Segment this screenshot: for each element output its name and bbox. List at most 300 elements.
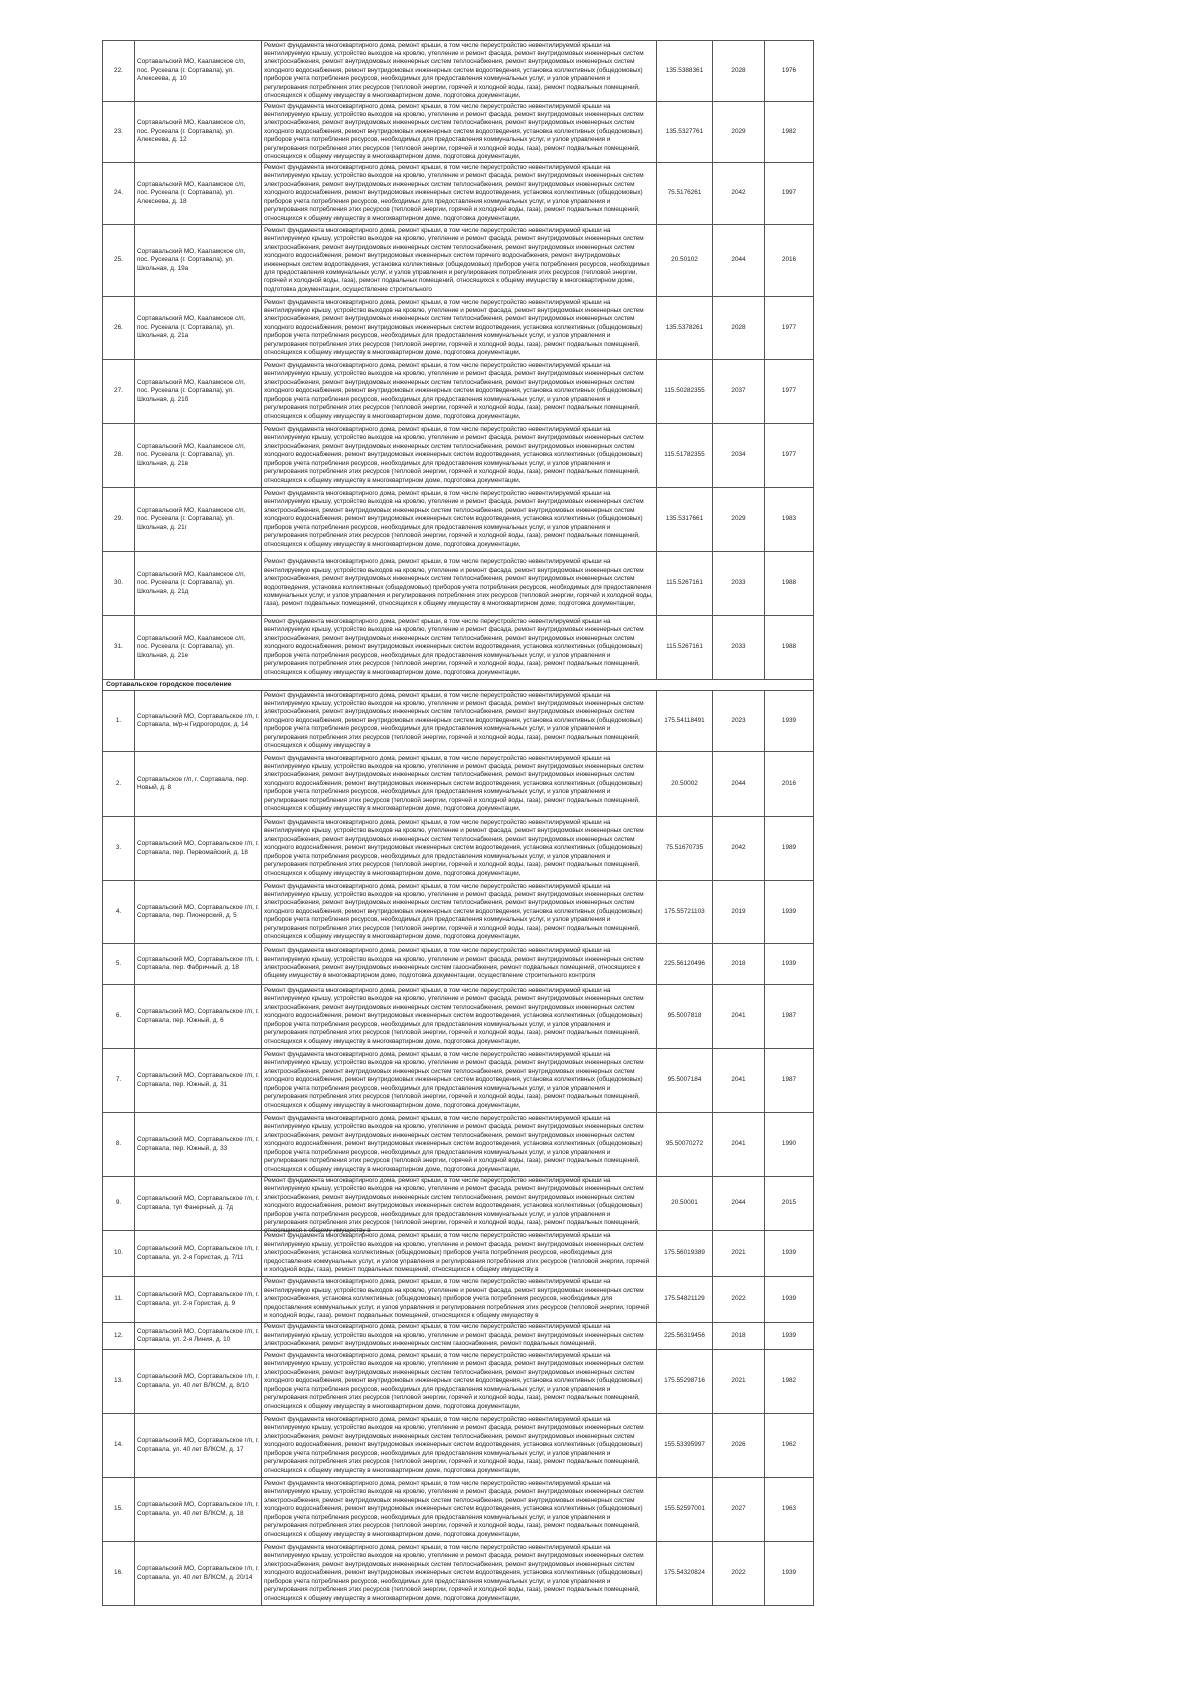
works-cell-text: Ремонт фундамента многоквартирного дома, ремонт крыши, в том числе переустройство невентилируемой крыши на вентилируемую крышу, устройство выходов на кровлю, утепление и ремонт фасада, ремонт внутридомовых инженерных систем электроснабжения, ремонт внутридомовых инженерных систем теплоснабжения, ремонт внутридомовых инженерных систем холодного водоснабжения, ремонт внутридомовых инженерных систем водоотведения, установка коллективных (общедомовых) приборов учета потребления ресурсов, необходимых для предоставления коммунальных услуг, и узлов управления и регулирования потребления этих ресурсов (тепловой энергии, горячей и холодной воды, газа), ремонт подвальных помещений, относящихся к общему имуществу в многоквартирном доме, подготовка документации, bbox=[264, 41, 644, 100]
works-cell bbox=[262, 41, 657, 102]
table-row bbox=[103, 1049, 814, 1113]
construction-year-cell bbox=[765, 488, 814, 552]
row-number bbox=[103, 817, 135, 881]
planned-year-cell-text: 2042 bbox=[731, 844, 746, 852]
address-cell-text: Сортавальский МО, Сортавальское г/п, г. Сортавала, пер. Южный, д. 6 bbox=[137, 1008, 259, 1024]
cost-cell-text: 175.54118491 bbox=[664, 716, 705, 724]
row-number-text: 22. bbox=[114, 66, 123, 74]
works-cell-text: Ремонт фундамента многоквартирного дома, ремонт крыши, в том числе переустройство невентилируемой крыши на вентилируемую крышу, устройство выходов на кровлю, утепление и ремонт фасада, ремонт внутридомовых инженерных систем электроснабжения, ремонт внутридомовых инженерных систем теплоснабжения, ремонт внутридомовых инженерных систем холодного водоснабжения, ремонт внутридомовых инженерных систем водоотведения, установка коллективных (общедомовых) приборов учета потребления ресурсов, необходимых для предоставления коммунальных услуг, и узлов управления и регулирования потребления этих ресурсов (тепловой энергии, горячей и холодной воды, газа), ремонт подвальных помещений, относящихся к общему имуществу в многоквартирном доме, подготовка документации, bbox=[264, 1115, 644, 1173]
address-cell bbox=[135, 1478, 262, 1542]
row-number-text: 9. bbox=[115, 1199, 122, 1207]
construction-year-cell bbox=[765, 1350, 814, 1414]
works-cell-text: Ремонт фундамента многоквартирного дома, ремонт крыши, в том числе переустройство невентилируемой крыши на вентилируемую крышу, устройство выходов на кровлю, утепление и ремонт фасада, ремонт внутридомовых инженерных систем электроснабжения, ремонт внутридомовых инженерных систем теплоснабжения, ремонт внутридомовых инженерных систем холодного водоснабжения, ремонт внутридомовых инженерных систем водоотведения, установка коллективных (общедомовых) приборов учета потребления ресурсов, необходимых для предоставления коммунальных услуг, и узлов управления и регулирования потребления этих ресурсов (тепловой энергии, горячей и холодной воды, газа), ремонт подвальных помещений, относящихся к общему имуществу в многоквартирном доме, подготовка документации, bbox=[264, 362, 644, 420]
table-row bbox=[103, 1350, 814, 1414]
address-cell-text: Сортавальский МО, Сортавальское г/п, г. Сортавала, туп Фанерный, д. 7д bbox=[137, 1195, 259, 1211]
planned-year-cell-text: 2034 bbox=[731, 451, 746, 459]
planned-year-cell-text: 2021 bbox=[731, 1377, 746, 1385]
planned-year-cell-text: 2019 bbox=[731, 907, 746, 915]
row-number-text: 10. bbox=[114, 1249, 123, 1257]
address-cell-text: Сортавальский МО, Кааламское с/п, пос. Рускеала (г. Сортавала), ул. Школьная, д. 21а bbox=[137, 315, 246, 340]
table-row bbox=[103, 360, 814, 424]
planned-year-cell bbox=[713, 1277, 765, 1323]
address-cell-text: Сортавальский МО, Сортавальское г/п, г. Сортавала, пер. Пионерский, д. 5 bbox=[137, 903, 259, 919]
row-number bbox=[103, 297, 135, 360]
construction-year-cell-text: 2016 bbox=[781, 256, 797, 264]
cost-cell bbox=[657, 552, 713, 616]
row-number bbox=[103, 1323, 135, 1350]
row-number-text: 27. bbox=[114, 387, 123, 395]
address-cell bbox=[135, 1350, 262, 1414]
construction-year-cell bbox=[765, 817, 814, 881]
table-row bbox=[103, 225, 814, 297]
planned-year-cell bbox=[713, 1177, 765, 1231]
row-number bbox=[103, 616, 135, 680]
row-number bbox=[103, 1231, 135, 1277]
cost-cell-text: 135.5317661 bbox=[665, 515, 704, 523]
row-number bbox=[103, 1049, 135, 1113]
cost-cell-text: 95.5007184 bbox=[667, 1076, 702, 1084]
row-number-text: 30. bbox=[114, 579, 123, 587]
table-row bbox=[103, 1277, 814, 1323]
construction-year-cell bbox=[765, 1323, 814, 1350]
planned-year-cell bbox=[713, 360, 765, 424]
row-number-text: 6. bbox=[115, 1012, 122, 1020]
row-number bbox=[103, 1277, 135, 1323]
cost-cell bbox=[657, 817, 713, 881]
row-number-text: 8. bbox=[115, 1140, 122, 1148]
capital-repair-table bbox=[102, 40, 814, 1606]
address-cell-text: Сортавальский МО, Кааламское с/п, пос. Рускеала (г. Сортавала), ул. Школьная, д. 19а bbox=[137, 247, 246, 272]
cost-cell bbox=[657, 881, 713, 944]
cost-cell bbox=[657, 41, 713, 102]
works-cell-text: Ремонт фундамента многоквартирного дома, ремонт крыши, в том числе переустройство невентилируемой крыши на вентилируемую крышу, устройство выходов на кровлю, утепление и ремонт фасада, ремонт внутридомовых инженерных систем электроснабжения, ремонт внутридомовых инженерных систем теплоснабжения, ремонт внутридомовых инженерных систем холодного водоснабжения, ремонт внутридомовых инженерных систем водоотведения, установка коллективных (общедомовых) приборов учета потребления ресурсов, необходимых для предоставления коммунальных услуг, и узлов управления и регулирования потребления этих ресурсов (тепловой энергии, горячей и холодной воды, газа), ремонт подвальных помещений, относящихся к общему имуществу в многоквартирном доме, подготовка документации, bbox=[264, 490, 644, 548]
works-cell bbox=[262, 360, 657, 424]
address-cell bbox=[135, 752, 262, 817]
cost-cell-text: 135.5327761 bbox=[665, 127, 704, 135]
construction-year-cell-text: 2016 bbox=[781, 779, 797, 787]
works-cell-text: Ремонт фундамента многоквартирного дома, ремонт крыши, в том числе переустройство невентилируемой крыши на вентилируемую крышу, устройство выходов на кровлю, утепление и ремонт фасада, ремонт внутридомовых инженерных систем электроснабжения, ремонт внутридомовых инженерных систем теплоснабжения, ремонт внутридомовых инженерных систем холодного водоснабжения, ремонт внутридомовых инженерных систем водоотведения, установка коллективных (общедомовых) приборов учета потребления ресурсов, необходимых для предоставления коммунальных услуг, и узлов управления и регулирования потребления этих ресурсов (тепловой энергии, горячей и холодной воды, газа), ремонт подвальных помещений, относящихся к общему имуществу в многоквартирном доме, подготовка документации, bbox=[264, 298, 644, 357]
address-cell-text: Сортавальский МО, Сортавальское г/п, г. Сортавала, ул. 40 лет ВЛКСМ, д. 8/10 bbox=[137, 1373, 259, 1389]
cost-cell bbox=[657, 1049, 713, 1113]
table-row bbox=[103, 102, 814, 163]
row-number bbox=[103, 360, 135, 424]
works-cell bbox=[262, 225, 657, 297]
works-cell bbox=[262, 944, 657, 985]
cost-cell-text: 95.50070272 bbox=[665, 1140, 704, 1148]
planned-year-cell bbox=[713, 1542, 765, 1606]
row-number bbox=[103, 752, 135, 817]
construction-year-cell-text: 1983 bbox=[781, 515, 797, 523]
address-cell bbox=[135, 424, 262, 488]
row-number bbox=[103, 102, 135, 163]
planned-year-cell-text: 2041 bbox=[731, 1140, 746, 1148]
address-cell bbox=[135, 1113, 262, 1177]
works-cell bbox=[262, 616, 657, 680]
construction-year-cell-text: 1987 bbox=[781, 1012, 797, 1020]
construction-year-cell-text: 1976 bbox=[781, 66, 797, 74]
address-cell bbox=[135, 1177, 262, 1231]
address-cell-text: Сортавальский МО, Сортавальское г/п, г. Сортавала, ул. 2-я Гористая, д. 9 bbox=[137, 1291, 259, 1307]
planned-year-cell-text: 2029 bbox=[731, 515, 746, 523]
address-cell bbox=[135, 1414, 262, 1478]
address-cell bbox=[135, 163, 262, 225]
cost-cell bbox=[657, 616, 713, 680]
works-cell-text: Ремонт фундамента многоквартирного дома, ремонт крыши, в том числе переустройство невентилируемой крыши на вентилируемую крышу, устройство выходов на кровлю, утепление и ремонт фасада, ремонт внутридомовых инженерных систем электроснабжения, ремонт внутридомовых инженерных систем теплоснабжения, ремонт внутридомовых инженерных систем холодного водоснабжения, ремонт внутридомовых инженерных систем водоотведения, установка коллективных (общедомовых) приборов учета потребления ресурсов, необходимых для предоставления коммунальных услуг, и узлов управления и регулирования потребления этих ресурсов (тепловой энергии, горячей и холодной воды, газа), ремонт подвальных помещений, относящихся к общему имуществу в многоквартирном доме, подготовка документации, bbox=[264, 1352, 644, 1410]
works-cell-text: Ремонт фундамента многоквартирного дома, ремонт крыши, в том числе переустройство невентилируемой крыши на вентилируемую крышу, устройство выходов на кровлю, утепление и ремонт фасада, ремонт внутридомовых инженерных систем электроснабжения, ремонт внутридомовых инженерных систем теплоснабжения, ремонт внутридомовых инженерных систем холодного водоснабжения, ремонт внутридомовых инженерных систем водоотведения, установка коллективных (общедомовых) приборов учета потребления ресурсов, необходимых для предоставления коммунальных услуг, и узлов управления и регулирования потребления этих ресурсов (тепловой энергии, горячей и холодной воды, газа), ремонт подвальных помещений, относящихся к общему имуществу в многоквартирном доме, подготовка документации, bbox=[264, 1480, 644, 1538]
cost-cell-text: 115.5267161 bbox=[666, 643, 703, 651]
row-number-text: 16. bbox=[114, 1569, 123, 1577]
row-number bbox=[103, 1177, 135, 1231]
planned-year-cell-text: 2021 bbox=[731, 1249, 746, 1257]
row-number bbox=[103, 944, 135, 985]
table-row bbox=[103, 1177, 814, 1231]
construction-year-cell bbox=[765, 102, 814, 163]
planned-year-cell bbox=[713, 616, 765, 680]
works-cell-text: Ремонт фундамента многоквартирного дома, ремонт крыши, в том числе переустройство невентилируемой крыши на вентилируемую крышу, устройство выходов на кровлю, утепление и ремонт фасада, ремонт внутридомовых инженерных систем электроснабжения, ремонт внутридомовых инженерных систем теплоснабжения, ремонт внутридомовых инженерных систем холодного водоснабжения, ремонт внутридомовых инженерных систем горячего водоснабжения, ремонт внутридомовых инженерных систем водоотведения, установка коллективных (общедомовых) приборов учета потребления ресурсов, необходимых для предоставления коммунальных услуг, и узлов управления и регулирования потребления этих ресурсов (тепловой энергии, горячей и холодной воды, газа), ремонт подвальных помещений, относящихся к общему имуществу в многоквартирном доме, подготовка документации, осуществление строительного bbox=[264, 226, 650, 293]
construction-year-cell bbox=[765, 691, 814, 752]
construction-year-cell-text: 1939 bbox=[781, 1249, 797, 1257]
table-row bbox=[103, 1231, 814, 1277]
works-cell-text: Ремонт фундамента многоквартирного дома, ремонт крыши, в том числе переустройство невентилируемой крыши на вентилируемую крышу, устройство выходов на кровлю, утепление и ремонт фасада, ремонт внутридомовых инженерных систем электроснабжения, ремонт внутридомовых инженерных систем теплоснабжения, ремонт внутридомовых инженерных систем холодного водоснабжения, ремонт внутридомовых инженерных систем водоотведения, установка коллективных (общедомовых) приборов учета потребления ресурсов, необходимых для предоставления коммунальных услуг, и узлов управления и регулирования потребления этих ресурсов (тепловой энергии, горячей и холодной воды, газа), ремонт подвальных помещений, относящихся к общему имуществу в bbox=[264, 691, 644, 750]
address-cell bbox=[135, 225, 262, 297]
row-number-text: 14. bbox=[114, 1441, 123, 1449]
cost-cell bbox=[657, 225, 713, 297]
planned-year-cell bbox=[713, 102, 765, 163]
address-cell bbox=[135, 817, 262, 881]
works-cell bbox=[262, 691, 657, 752]
table-row bbox=[103, 1414, 814, 1478]
works-cell bbox=[262, 163, 657, 225]
works-cell-text: Ремонт фундамента многоквартирного дома, ремонт крыши, в том числе переустройство невентилируемой крыши на вентилируемую крышу, устройство выходов на кровлю, утепление и ремонт фасада, ремонт внутридомовых инженерных систем электроснабжения, ремонт внутридомовых инженерных систем теплоснабжения, ремонт внутридомовых инженерных систем холодного водоснабжения, ремонт внутридомовых инженерных систем водоотведения, установка коллективных (общедомовых) приборов учета потребления ресурсов, необходимых для предоставления коммунальных услуг, и узлов управления и регулирования потребления этих ресурсов (тепловой энергии, горячей и холодной воды, газа), ремонт подвальных помещений, относящихся к общему имуществу в многоквартирном доме, подготовка документации, bbox=[264, 164, 644, 222]
table-row bbox=[103, 488, 814, 552]
row-number-text: 7. bbox=[115, 1076, 122, 1084]
address-cell-text: Сортавальский МО, Кааламское с/п, пос. Рускеала (г. Сортавала), ул. Школьная, д. 21в bbox=[137, 442, 246, 467]
construction-year-cell bbox=[765, 1414, 814, 1478]
works-cell-text: Ремонт фундамента многоквартирного дома, ремонт крыши, в том числе переустройство невентилируемой крыши на вентилируемую крышу, устройство выходов на кровлю, утепление и ремонт фасада, ремонт внутридомовых инженерных систем электроснабжения, ремонт внутридомовых инженерных систем теплоснабжения, ремонт внутридомовых инженерных систем холодного водоснабжения, ремонт внутридомовых инженерных систем водоотведения, установка коллективных (общедомовых) приборов учета потребления ресурсов, необходимых для предоставления коммунальных услуг, и узлов управления и регулирования потребления этих ресурсов (тепловой энергии, горячей и холодной воды, газа), ремонт подвальных помещений, относящихся к общему имуществу в многоквартирном доме, подготовка документации, bbox=[264, 426, 644, 484]
address-cell bbox=[135, 297, 262, 360]
cost-cell bbox=[657, 1414, 713, 1478]
cost-cell-text: 225.56120496 bbox=[664, 959, 705, 967]
construction-year-cell-text: 1989 bbox=[781, 844, 797, 852]
row-number-text: 29. bbox=[114, 515, 123, 523]
cost-cell bbox=[657, 752, 713, 817]
cost-cell bbox=[657, 944, 713, 985]
cost-cell bbox=[657, 424, 713, 488]
works-cell-text: Ремонт фундамента многоквартирного дома, ремонт крыши, в том числе переустройство невентилируемой крыши на вентилируемую крышу, устройство выходов на кровлю, утепление и ремонт фасада, ремонт внутридомовых инженерных систем электроснабжения, ремонт внутридомовых инженерных систем теплоснабжения, ремонт внутридомовых инженерных систем холодного водоснабжения, ремонт внутридомовых инженерных систем водоотведения, установка коллективных (общедомовых) приборов учета потребления ресурсов, необходимых для предоставления коммунальных услуг, и узлов управления и регулирования потребления этих ресурсов (тепловой энергии, горячей и холодной воды, газа), ремонт подвальных помещений, относящихся к общему имуществу в многоквартирном доме, подготовка документации, bbox=[264, 1051, 644, 1109]
cost-cell bbox=[657, 1177, 713, 1231]
row-number bbox=[103, 1414, 135, 1478]
address-cell bbox=[135, 488, 262, 552]
planned-year-cell bbox=[713, 163, 765, 225]
construction-year-cell-text: 1982 bbox=[781, 1377, 797, 1385]
cost-cell-text: 175.54320824 bbox=[664, 1569, 705, 1577]
row-number-text: 26. bbox=[114, 323, 123, 331]
construction-year-cell-text: 1939 bbox=[781, 1569, 797, 1577]
planned-year-cell bbox=[713, 881, 765, 944]
address-cell bbox=[135, 1049, 262, 1113]
row-number bbox=[103, 1542, 135, 1606]
address-cell-text: Сортавальский МО, Кааламское с/п, пос. Рускеала (г. Сортавала), ул. Школьная, д. 21б bbox=[137, 378, 246, 403]
works-cell bbox=[262, 1113, 657, 1177]
works-cell bbox=[262, 1231, 657, 1277]
address-cell-text: Сортавальский МО, Кааламское с/п, пос. Рускеала (г. Сортавала), ул. Алексеева, д. 10 bbox=[137, 58, 246, 83]
planned-year-cell-text: 2044 bbox=[731, 1199, 746, 1207]
works-cell bbox=[262, 1350, 657, 1414]
works-cell-text: Ремонт фундамента многоквартирного дома, ремонт крыши, в том числе переустройство невентилируемой крыши на вентилируемую крышу, устройство выходов на кровлю, утепление и ремонт фасада, ремонт внутридомовых инженерных систем электроснабжения, ремонт внутридомовых инженерных систем газоснабжения, ремонт подвальных помещений, bbox=[264, 1323, 644, 1348]
works-cell bbox=[262, 1414, 657, 1478]
planned-year-cell bbox=[713, 424, 765, 488]
cost-cell-text: 155.52597001 bbox=[664, 1505, 705, 1513]
cost-cell-text: 20.50002 bbox=[671, 779, 698, 787]
table-row bbox=[103, 752, 814, 817]
cost-cell-text: 20.50102 bbox=[671, 256, 698, 264]
construction-year-cell bbox=[765, 881, 814, 944]
row-number bbox=[103, 1350, 135, 1414]
construction-year-cell bbox=[765, 424, 814, 488]
planned-year-cell-text: 2029 bbox=[731, 127, 746, 135]
planned-year-cell-text: 2027 bbox=[731, 1505, 746, 1513]
row-number bbox=[103, 1478, 135, 1542]
cost-cell-text: 135.5378261 bbox=[665, 323, 704, 331]
table-row bbox=[103, 616, 814, 680]
construction-year-cell-text: 1990 bbox=[781, 1140, 797, 1148]
works-cell-text: Ремонт фундамента многоквартирного дома, ремонт крыши, в том числе переустройство невентилируемой крыши на вентилируемую крышу, устройство выходов на кровлю, утепление и ремонт фасада, ремонт внутридомовых инженерных систем электроснабжения, установка коллективных (общедомовых) приборов учета потребления ресурсов, необходимых для предоставления коммунальных услуг, и узлов управления и регулирования потребления этих ресурсов (тепловой энергии, горячей и холодной воды, газа), ремонт подвальных помещений, относящихся к общему имуществу в bbox=[264, 1278, 650, 1320]
planned-year-cell-text: 2037 bbox=[731, 387, 746, 395]
construction-year-cell-text: 1977 bbox=[781, 451, 797, 459]
address-cell-text: Сортавальский МО, Сортавальское г/п, г. Сортавала, ул. 40 лет ВЛКСМ, д. 17 bbox=[137, 1437, 259, 1453]
planned-year-cell bbox=[713, 225, 765, 297]
address-cell-text: Сортавальский МО, Сортавальское г/п, г. Сортавала, м/р-н Гидрогородок, д. 14 bbox=[137, 712, 259, 728]
works-cell bbox=[262, 1177, 657, 1235]
row-number bbox=[103, 41, 135, 102]
cost-cell bbox=[657, 1478, 713, 1542]
construction-year-cell bbox=[765, 1113, 814, 1177]
cost-cell bbox=[657, 691, 713, 752]
address-cell-text: Сортавальский МО, Кааламское с/п, пос. Рускеала (г. Сортавала), ул. Школьная, д. 21д bbox=[137, 570, 246, 595]
construction-year-cell bbox=[765, 552, 814, 616]
address-cell-text: Сортавальский МО, Кааламское с/п, пос. Рускеала (г. Сортавала), ул. Алексеева, д. 12 bbox=[137, 119, 246, 144]
cost-cell bbox=[657, 1350, 713, 1414]
planned-year-cell bbox=[713, 817, 765, 881]
works-cell bbox=[262, 297, 657, 360]
table-row bbox=[103, 691, 814, 752]
construction-year-cell bbox=[765, 1049, 814, 1113]
planned-year-cell-text: 2028 bbox=[731, 66, 746, 74]
table-row bbox=[103, 1478, 814, 1542]
row-number-text: 4. bbox=[115, 907, 122, 915]
planned-year-cell-text: 2022 bbox=[731, 1569, 746, 1577]
works-cell bbox=[262, 1049, 657, 1113]
planned-year-cell-text: 2018 bbox=[731, 959, 746, 967]
construction-year-cell bbox=[765, 1478, 814, 1542]
works-cell bbox=[262, 488, 657, 552]
planned-year-cell bbox=[713, 552, 765, 616]
works-cell bbox=[262, 1478, 657, 1542]
address-cell bbox=[135, 985, 262, 1049]
planned-year-cell-text: 2023 bbox=[731, 716, 746, 724]
works-cell bbox=[262, 752, 657, 817]
planned-year-cell bbox=[713, 752, 765, 817]
works-cell-text: Ремонт фундамента многоквартирного дома, ремонт крыши, в том числе переустройство невентилируемой крыши на вентилируемую крышу, устройство выходов на кровлю, утепление и ремонт фасада, ремонт внутридомовых инженерных систем электроснабжения, установка коллективных (общедомовых) приборов учета потребления ресурсов, необходимых для предоставления коммунальных услуг, и узлов управления и регулирования потребления этих ресурсов (тепловой энергии, горячей и холодной воды, газа), ремонт подвальных помещений, относящихся к общему имуществу в bbox=[264, 1232, 650, 1274]
row-number bbox=[103, 881, 135, 944]
works-cell-text: Ремонт фундамента многоквартирного дома, ремонт крыши, в том числе переустройство невентилируемой крыши на вентилируемую крышу, устройство выходов на кровлю, утепление и ремонт фасада, ремонт внутридомовых инженерных систем электроснабжения, ремонт внутридомовых инженерных систем теплоснабжения, ремонт внутридомовых инженерных систем холодного водоснабжения, ремонт внутридомовых инженерных систем водоотведения, установка коллективных (общедомовых) приборов учета потребления ресурсов, необходимых для предоставления коммунальных услуг, и узлов управления и регулирования потребления этих ресурсов (тепловой энергии, горячей и холодной воды, газа), ремонт подвальных помещений, относящихся к общему имуществу в многоквартирном доме, подготовка документации, bbox=[264, 754, 644, 813]
address-cell-text: Сортавальский МО, Сортавальское г/п, г. Сортавала, пер. Первомайский, д. 18 bbox=[137, 840, 259, 856]
cost-cell bbox=[657, 1542, 713, 1606]
cost-cell bbox=[657, 297, 713, 360]
address-cell-text: Сортавальский МО, Сортавальское г/п, г. Сортавала, ул. 2-я Гористая, д. 7/11 bbox=[137, 1245, 259, 1261]
planned-year-cell bbox=[713, 944, 765, 985]
row-number-text: 3. bbox=[115, 844, 122, 852]
cost-cell bbox=[657, 163, 713, 225]
cost-cell-text: 115.50282355 bbox=[664, 387, 705, 395]
construction-year-cell-text: 1962 bbox=[781, 1441, 797, 1449]
works-cell-text: Ремонт фундамента многоквартирного дома, ремонт крыши, в том числе переустройство невентилируемой крыши на вентилируемую крышу, устройство выходов на кровлю, утепление и ремонт фасада, ремонт внутридомовых инженерных систем электроснабжения, ремонт внутридомовых инженерных систем теплоснабжения, ремонт внутридомовых инженерных систем водоотведения, установка коллективных (общедомовых) приборов учета потребления ресурсов, необходимых для предоставления коммунальных услуг, и узлов управления и регулирования потребления этих ресурсов (тепловой энергии, горячей и холодной воды, газа), ремонт подвальных помещений, относящихся к общему имуществу в многоквартирном доме, подготовка документации, bbox=[264, 558, 653, 608]
address-cell bbox=[135, 1231, 262, 1277]
table-row bbox=[103, 881, 814, 944]
row-number-text: 24. bbox=[114, 189, 123, 197]
section-row bbox=[103, 680, 814, 691]
cost-cell bbox=[657, 1113, 713, 1177]
planned-year-cell bbox=[713, 1113, 765, 1177]
works-cell bbox=[262, 1323, 657, 1350]
construction-year-cell-text: 1939 bbox=[781, 907, 797, 915]
address-cell bbox=[135, 881, 262, 944]
planned-year-cell bbox=[713, 1323, 765, 1350]
works-cell-text: Ремонт фундамента многоквартирного дома, ремонт крыши, в том числе переустройство невентилируемой крыши на вентилируемую крышу, устройство выходов на кровлю, утепление и ремонт фасада, ремонт внутридомовых инженерных систем электроснабжения, ремонт внутридомовых инженерных систем теплоснабжения, ремонт внутридомовых инженерных систем холодного водоснабжения, ремонт внутридомовых инженерных систем водоотведения, установка коллективных (общедомовых) приборов учета потребления ресурсов, необходимых для предоставления коммунальных услуг, и узлов управления и регулирования потребления этих ресурсов (тепловой энергии, горячей и холодной воды, газа), ремонт подвальных помещений, относящихся к общему имуществу в многоквартирном доме, подготовка документации, bbox=[264, 882, 644, 941]
address-cell-text: Сортавальский МО, Сортавальское г/п, г. Сортавала, ул. 2-я Линия, д. 10 bbox=[137, 1327, 259, 1343]
row-number bbox=[103, 424, 135, 488]
address-cell bbox=[135, 616, 262, 680]
address-cell bbox=[135, 691, 262, 752]
construction-year-cell bbox=[765, 1177, 814, 1231]
works-cell-text: Ремонт фундамента многоквартирного дома, ремонт крыши, в том числе переустройство невентилируемой крыши на вентилируемую крышу, устройство выходов на кровлю, утепление и ремонт фасада, ремонт внутридомовых инженерных систем электроснабжения, ремонт внутридомовых инженерных систем теплоснабжения, ремонт внутридомовых инженерных систем холодного водоснабжения, ремонт внутридомовых инженерных систем водоотведения, установка коллективных (общедомовых) приборов учета потребления ресурсов, необходимых для предоставления коммунальных услуг, и узлов управления и регулирования потребления этих ресурсов (тепловой энергии, горячей и холодной воды, газа), ремонт подвальных помещений, относящихся к общему имуществу в многоквартирном доме, подготовка документации, bbox=[264, 618, 644, 676]
row-number-text: 23. bbox=[114, 127, 123, 135]
construction-year-cell bbox=[765, 1231, 814, 1277]
works-cell-text: Ремонт фундамента многоквартирного дома, ремонт крыши, в том числе переустройство невентилируемой крыши на вентилируемую крышу, устройство выходов на кровлю, утепление и ремонт фасада, ремонт внутридомовых инженерных систем электроснабжения, ремонт внутридомовых инженерных систем теплоснабжения, ремонт внутридомовых инженерных систем холодного водоснабжения, ремонт внутридомовых инженерных систем водоотведения, установка коллективных (общедомовых) приборов учета потребления ресурсов, необходимых для предоставления коммунальных услуг, и узлов управления и регулирования потребления этих ресурсов (тепловой энергии, горячей и холодной воды, газа), ремонт подвальных помещений, относящихся к общему имуществу в многоквартирном доме, подготовка документации, bbox=[264, 102, 644, 161]
row-number-text: 11. bbox=[114, 1295, 123, 1303]
address-cell-text: Сортавальский МО, Сортавальское г/п, г. Сортавала, пер. Южный, д. 31 bbox=[137, 1072, 259, 1088]
table-row bbox=[103, 1323, 814, 1350]
planned-year-cell bbox=[713, 1478, 765, 1542]
address-cell-text: Сортавальский МО, Сортавальское г/п, г. Сортавала, пер. Фабричный, д. 18 bbox=[137, 955, 259, 971]
address-cell-text: Сортавальский МО, Кааламское с/п, пос. Рускеала (г. Сортавала), ул. Школьная, д. 21г bbox=[137, 506, 246, 531]
cost-cell bbox=[657, 1277, 713, 1323]
row-number bbox=[103, 225, 135, 297]
planned-year-cell-text: 2022 bbox=[731, 1295, 746, 1303]
planned-year-cell-text: 2033 bbox=[731, 643, 746, 651]
table-row bbox=[103, 944, 814, 985]
cost-cell bbox=[657, 102, 713, 163]
row-number-text: 2. bbox=[115, 779, 122, 787]
row-number bbox=[103, 985, 135, 1049]
cost-cell-text: 225.56319456 bbox=[664, 1331, 705, 1339]
row-number-text: 28. bbox=[114, 451, 123, 459]
cost-cell-text: 95.5007818 bbox=[667, 1012, 702, 1020]
address-cell bbox=[135, 102, 262, 163]
works-cell bbox=[262, 1542, 657, 1606]
construction-year-cell-text: 1982 bbox=[781, 127, 797, 135]
planned-year-cell-text: 2028 bbox=[731, 323, 746, 331]
planned-year-cell-text: 2026 bbox=[731, 1441, 746, 1449]
planned-year-cell bbox=[713, 1414, 765, 1478]
address-cell-text: Сортавальский МО, Кааламское с/п, пос. Рускеала (г. Сортавала), ул. Школьная, д. 21е bbox=[137, 634, 246, 659]
table-row bbox=[103, 424, 814, 488]
row-number-text: 1. bbox=[115, 716, 122, 724]
construction-year-cell bbox=[765, 297, 814, 360]
table-row bbox=[103, 1542, 814, 1606]
planned-year-cell-text: 2044 bbox=[731, 256, 746, 264]
address-cell bbox=[135, 552, 262, 616]
table-row bbox=[103, 41, 814, 102]
works-cell bbox=[262, 424, 657, 488]
construction-year-cell-text: 1977 bbox=[781, 387, 797, 395]
works-cell bbox=[262, 985, 657, 1049]
construction-year-cell bbox=[765, 1277, 814, 1323]
construction-year-cell bbox=[765, 752, 814, 817]
planned-year-cell bbox=[713, 488, 765, 552]
row-number-text: 13. bbox=[114, 1377, 123, 1385]
section-title: Сортавальское городское поселение bbox=[103, 680, 814, 691]
address-cell bbox=[135, 1542, 262, 1606]
construction-year-cell bbox=[765, 225, 814, 297]
row-number bbox=[103, 552, 135, 616]
cost-cell-text: 135.5388361 bbox=[665, 66, 704, 74]
construction-year-cell bbox=[765, 163, 814, 225]
planned-year-cell-text: 2041 bbox=[731, 1012, 746, 1020]
works-cell bbox=[262, 881, 657, 944]
construction-year-cell-text: 1977 bbox=[781, 323, 797, 331]
construction-year-cell-text: 1939 bbox=[781, 1295, 797, 1303]
planned-year-cell bbox=[713, 297, 765, 360]
planned-year-cell-text: 2044 bbox=[731, 779, 746, 787]
planned-year-cell-text: 2018 bbox=[731, 1331, 746, 1339]
works-cell-text: Ремонт фундамента многоквартирного дома, ремонт крыши, в том числе переустройство невентилируемой крыши на вентилируемую крышу, устройство выходов на кровлю, утепление и ремонт фасада, ремонт внутридомовых инженерных систем электроснабжения, ремонт внутридомовых инженерных систем теплоснабжения, ремонт внутридомовых инженерных систем холодного водоснабжения, ремонт внутридомовых инженерных систем водоотведения, установка коллективных (общедомовых) приборов учета потребления ресурсов, необходимых для предоставления коммунальных услуг, и узлов управления и регулирования потребления этих ресурсов (тепловой энергии, горячей и холодной воды, газа), ремонт подвальных помещений, относящихся к общему имуществу в многоквартирном доме, подготовка документации, bbox=[264, 1544, 644, 1602]
table-row bbox=[103, 297, 814, 360]
planned-year-cell bbox=[713, 1049, 765, 1113]
table-row bbox=[103, 1113, 814, 1177]
address-cell bbox=[135, 1323, 262, 1350]
works-cell-text: Ремонт фундамента многоквартирного дома, ремонт крыши, в том числе переустройство невентилируемой крыши на вентилируемую крышу, устройство выходов на кровлю, утепление и ремонт фасада, ремонт внутридомовых инженерных систем электроснабжения, ремонт внутридомовых инженерных систем теплоснабжения, ремонт внутридомовых инженерных систем холодного водоснабжения, ремонт внутридомовых инженерных систем водоотведения, установка коллективных (общедомовых) приборов учета потребления ресурсов, необходимых для предоставления коммунальных услуг, и узлов управления и регулирования потребления этих ресурсов (тепловой энергии, горячей и холодной воды, газа), ремонт подвальных помещений, относящихся к общему имуществу в многоквартирном доме, подготовка документации, bbox=[264, 987, 644, 1045]
row-number-text: 25. bbox=[114, 256, 123, 264]
cost-cell-text: 75.51670735 bbox=[665, 844, 704, 852]
address-cell-text: Сортавальский МО, Сортавальское г/п, г. Сортавала, пер. Южный, д. 33 bbox=[137, 1136, 259, 1152]
construction-year-cell bbox=[765, 41, 814, 102]
cost-cell bbox=[657, 1323, 713, 1350]
row-number bbox=[103, 691, 135, 752]
address-cell-text: Сортавальский МО, Сортавальское г/п, г. Сортавала, ул. 40 лет ВЛКСМ, д. 18 bbox=[137, 1501, 259, 1517]
cost-cell bbox=[657, 985, 713, 1049]
address-cell-text: Сортавальское г/п, г. Сортавала, пер. Новый, д. 8 bbox=[137, 775, 249, 791]
works-cell bbox=[262, 102, 657, 163]
works-cell bbox=[262, 1277, 657, 1323]
construction-year-cell bbox=[765, 616, 814, 680]
row-number-text: 15. bbox=[114, 1505, 123, 1513]
address-cell bbox=[135, 41, 262, 102]
cost-cell-text: 20.50001 bbox=[671, 1199, 698, 1207]
cost-cell-text: 115.5267161 bbox=[666, 579, 703, 587]
row-number-text: 31. bbox=[114, 643, 123, 651]
construction-year-cell-text: 1939 bbox=[781, 716, 797, 724]
cost-cell bbox=[657, 1231, 713, 1277]
cost-cell-text: 175.56019389 bbox=[664, 1249, 705, 1257]
table-row bbox=[103, 552, 814, 616]
construction-year-cell bbox=[765, 1542, 814, 1606]
cost-cell-text: 175.55298716 bbox=[664, 1377, 705, 1385]
works-cell-text: Ремонт фундамента многоквартирного дома, ремонт крыши, в том числе переустройство невентилируемой крыши на вентилируемую крышу, устройство выходов на кровлю, утепление и ремонт фасада, ремонт внутридомовых инженерных систем электроснабжения, ремонт внутридомовых инженерных систем теплоснабжения, ремонт внутридомовых инженерных систем холодного водоснабжения, ремонт внутридомовых инженерных систем водоотведения, установка коллективных (общедомовых) приборов учета потребления ресурсов, необходимых для предоставления коммунальных услуг, и узлов управления и регулирования потребления этих ресурсов (тепловой энергии, горячей и холодной воды, газа), ремонт подвальных помещений, относящихся к общему имуществу в bbox=[264, 1177, 644, 1235]
table-row bbox=[103, 985, 814, 1049]
planned-year-cell bbox=[713, 1350, 765, 1414]
planned-year-cell bbox=[713, 41, 765, 102]
